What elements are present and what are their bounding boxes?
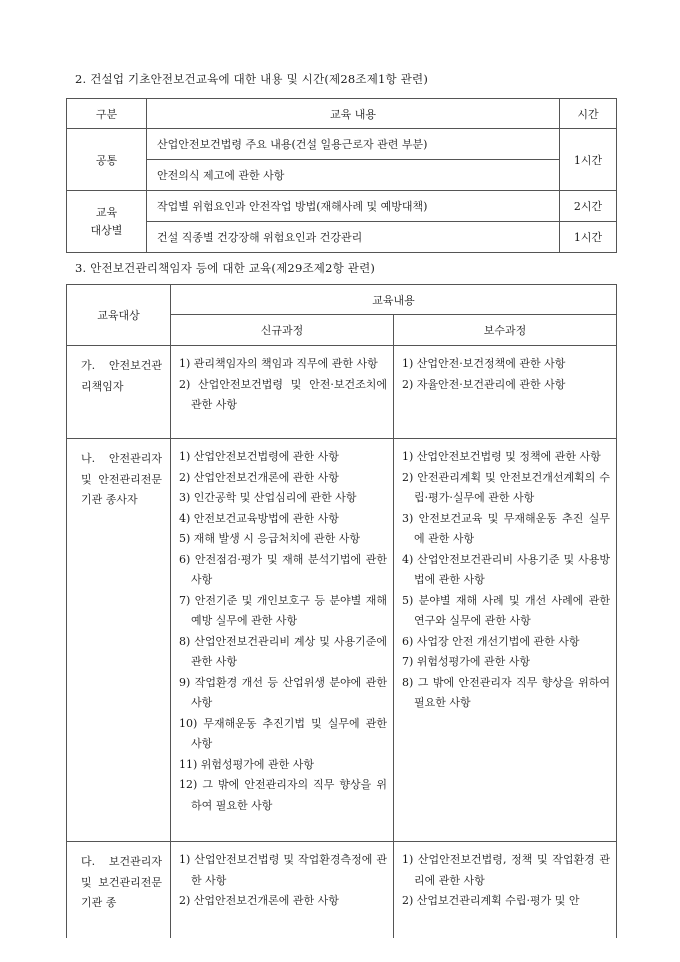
table-row — [67, 191, 617, 222]
list-item: 2) 산업보건관리계획 수립·평가 및 안 — [402, 894, 580, 907]
list-item: 6) 사업장 안전 개선기법에 관한 사항 — [402, 634, 580, 648]
list-item: 2) 자율안전·보건관리에 관한 사항 — [402, 377, 566, 391]
list-item: 7) 위험성평가에 관한 사항 — [402, 655, 531, 668]
manager-education-table — [66, 284, 617, 938]
new-course-cell — [171, 346, 394, 439]
refresher-course-cell — [394, 346, 617, 439]
target-cell: 가. 안전보건관리책임자 — [67, 346, 171, 439]
table-header-row — [67, 99, 617, 129]
header-refresher-course: 보수과정 — [394, 315, 617, 346]
group-by-target — [67, 191, 147, 253]
new-course-cell — [171, 439, 394, 842]
target-cell: 나. 안전관리자 및 안전관리전문기관 종사자 — [67, 439, 171, 842]
group-line: 대상별 — [90, 223, 123, 237]
basic-safety-education-table — [66, 98, 617, 253]
target-cell: 다. 보건관리자 및 보건관리전문기관 종 — [67, 842, 171, 939]
list-item: 1) 산업안전보건법령, 정책 및 작업환경 관리에 관한 사항 — [402, 853, 611, 887]
list-item: 11) 위험성평가에 관한 사항 — [179, 757, 315, 771]
header-time: 시간 — [560, 99, 617, 129]
group-line: 교육 — [95, 205, 118, 219]
list-item: 2) 산업안전보건개론에 관한 사항 — [179, 470, 339, 484]
list-item: 1) 관리책임자의 책임과 직무에 관한 사항 — [179, 357, 378, 370]
time-cell: 2시간 — [560, 191, 617, 222]
header-category: 구분 — [67, 99, 147, 129]
list-item: 5) 재해 발생 시 응급처치에 관한 사항 — [179, 532, 361, 545]
new-course-cell — [171, 842, 394, 939]
content-cell: 작업별 위험요인과 안전작업 방법(재해사례 및 예방대책) — [147, 191, 560, 222]
time-cell: 1시간 — [560, 222, 617, 253]
table-row — [67, 346, 617, 439]
refresher-course-cell — [394, 439, 617, 842]
list-item: 1) 산업안전보건법령 및 작업환경측정에 관한 사항 — [179, 853, 387, 887]
header-new-course: 신규과정 — [171, 315, 394, 346]
table-row — [67, 222, 617, 253]
table-row — [67, 842, 617, 939]
list-item: 5) 분야별 재해 사례 및 개선 사례에 관한 연구와 실무에 관한 사항 — [402, 593, 611, 627]
list-item: 8) 산업안전보건관리비 계상 및 사용기준에 관한 사항 — [179, 634, 387, 668]
list-item: 2) 산업안전보건개론에 관한 사항 — [179, 894, 339, 907]
list-item: 3) 안전보건교육 및 무재해운동 추진 실무에 관한 사항 — [402, 511, 611, 545]
list-item: 1) 산업안전보건법령에 관한 사항 — [179, 450, 339, 463]
section-2-title: 2. 건설업 기초안전보건교육에 대한 내용 및 시간(제28조제1항 관련) — [75, 72, 429, 86]
list-item: 4) 산업안전보건관리비 사용기준 및 사용방법에 관한 사항 — [402, 552, 611, 586]
group-common: 공통 — [67, 129, 147, 191]
list-item: 2) 산업안전보건법령 및 안전·보건조치에 관한 사항 — [179, 377, 387, 411]
list-item: 9) 작업환경 개선 등 산업위생 분야에 관한 사항 — [179, 675, 387, 709]
table-row — [67, 439, 617, 842]
section-3-title: 3. 안전보건관리책임자 등에 대한 교육(제29조제2항 관련) — [75, 261, 376, 275]
list-item: 6) 안전점검·평가 및 재해 분석기법에 관한 사항 — [179, 552, 387, 586]
list-item: 2) 안전관리계획 및 안전보건개선계획의 수립·평가·실무에 관한 사항 — [402, 470, 611, 504]
time-cell: 1시간 — [560, 129, 617, 191]
list-item: 1) 산업안전·보건정책에 관한 사항 — [402, 357, 566, 370]
header-content: 교육내용 — [171, 285, 617, 315]
content-cell: 건설 직종별 건강장해 위험요인과 건강관리 — [147, 222, 560, 253]
list-item: 3) 인간공학 및 산업심리에 관한 사항 — [179, 491, 357, 504]
list-item: 8) 그 밖에 안전관리자 직무 향상을 위하여 필요한 사항 — [402, 675, 611, 709]
refresher-course-cell — [394, 842, 617, 939]
list-item: 4) 안전보건교육방법에 관한 사항 — [179, 511, 339, 525]
list-item: 1) 산업안전보건법령 및 정책에 관한 사항 — [402, 450, 601, 463]
content-cell: 산업안전보건법령 주요 내용(건설 일용근로자 관련 부분) — [147, 129, 560, 160]
list-item: 7) 안전기준 및 개인보호구 등 분야별 재해예방 실무에 관한 사항 — [179, 593, 387, 627]
table-header-row — [67, 285, 617, 315]
header-target: 교육대상 — [67, 285, 171, 346]
list-item: 10) 무재해운동 추진기법 및 실무에 관한 사항 — [179, 716, 387, 750]
table-row — [67, 160, 617, 191]
list-item: 12) 그 밖에 안전관리자의 직무 향상을 위하여 필요한 사항 — [179, 778, 387, 812]
header-content: 교육 내용 — [147, 99, 560, 129]
content-cell: 안전의식 제고에 관한 사항 — [147, 160, 560, 191]
table-row — [67, 129, 617, 160]
